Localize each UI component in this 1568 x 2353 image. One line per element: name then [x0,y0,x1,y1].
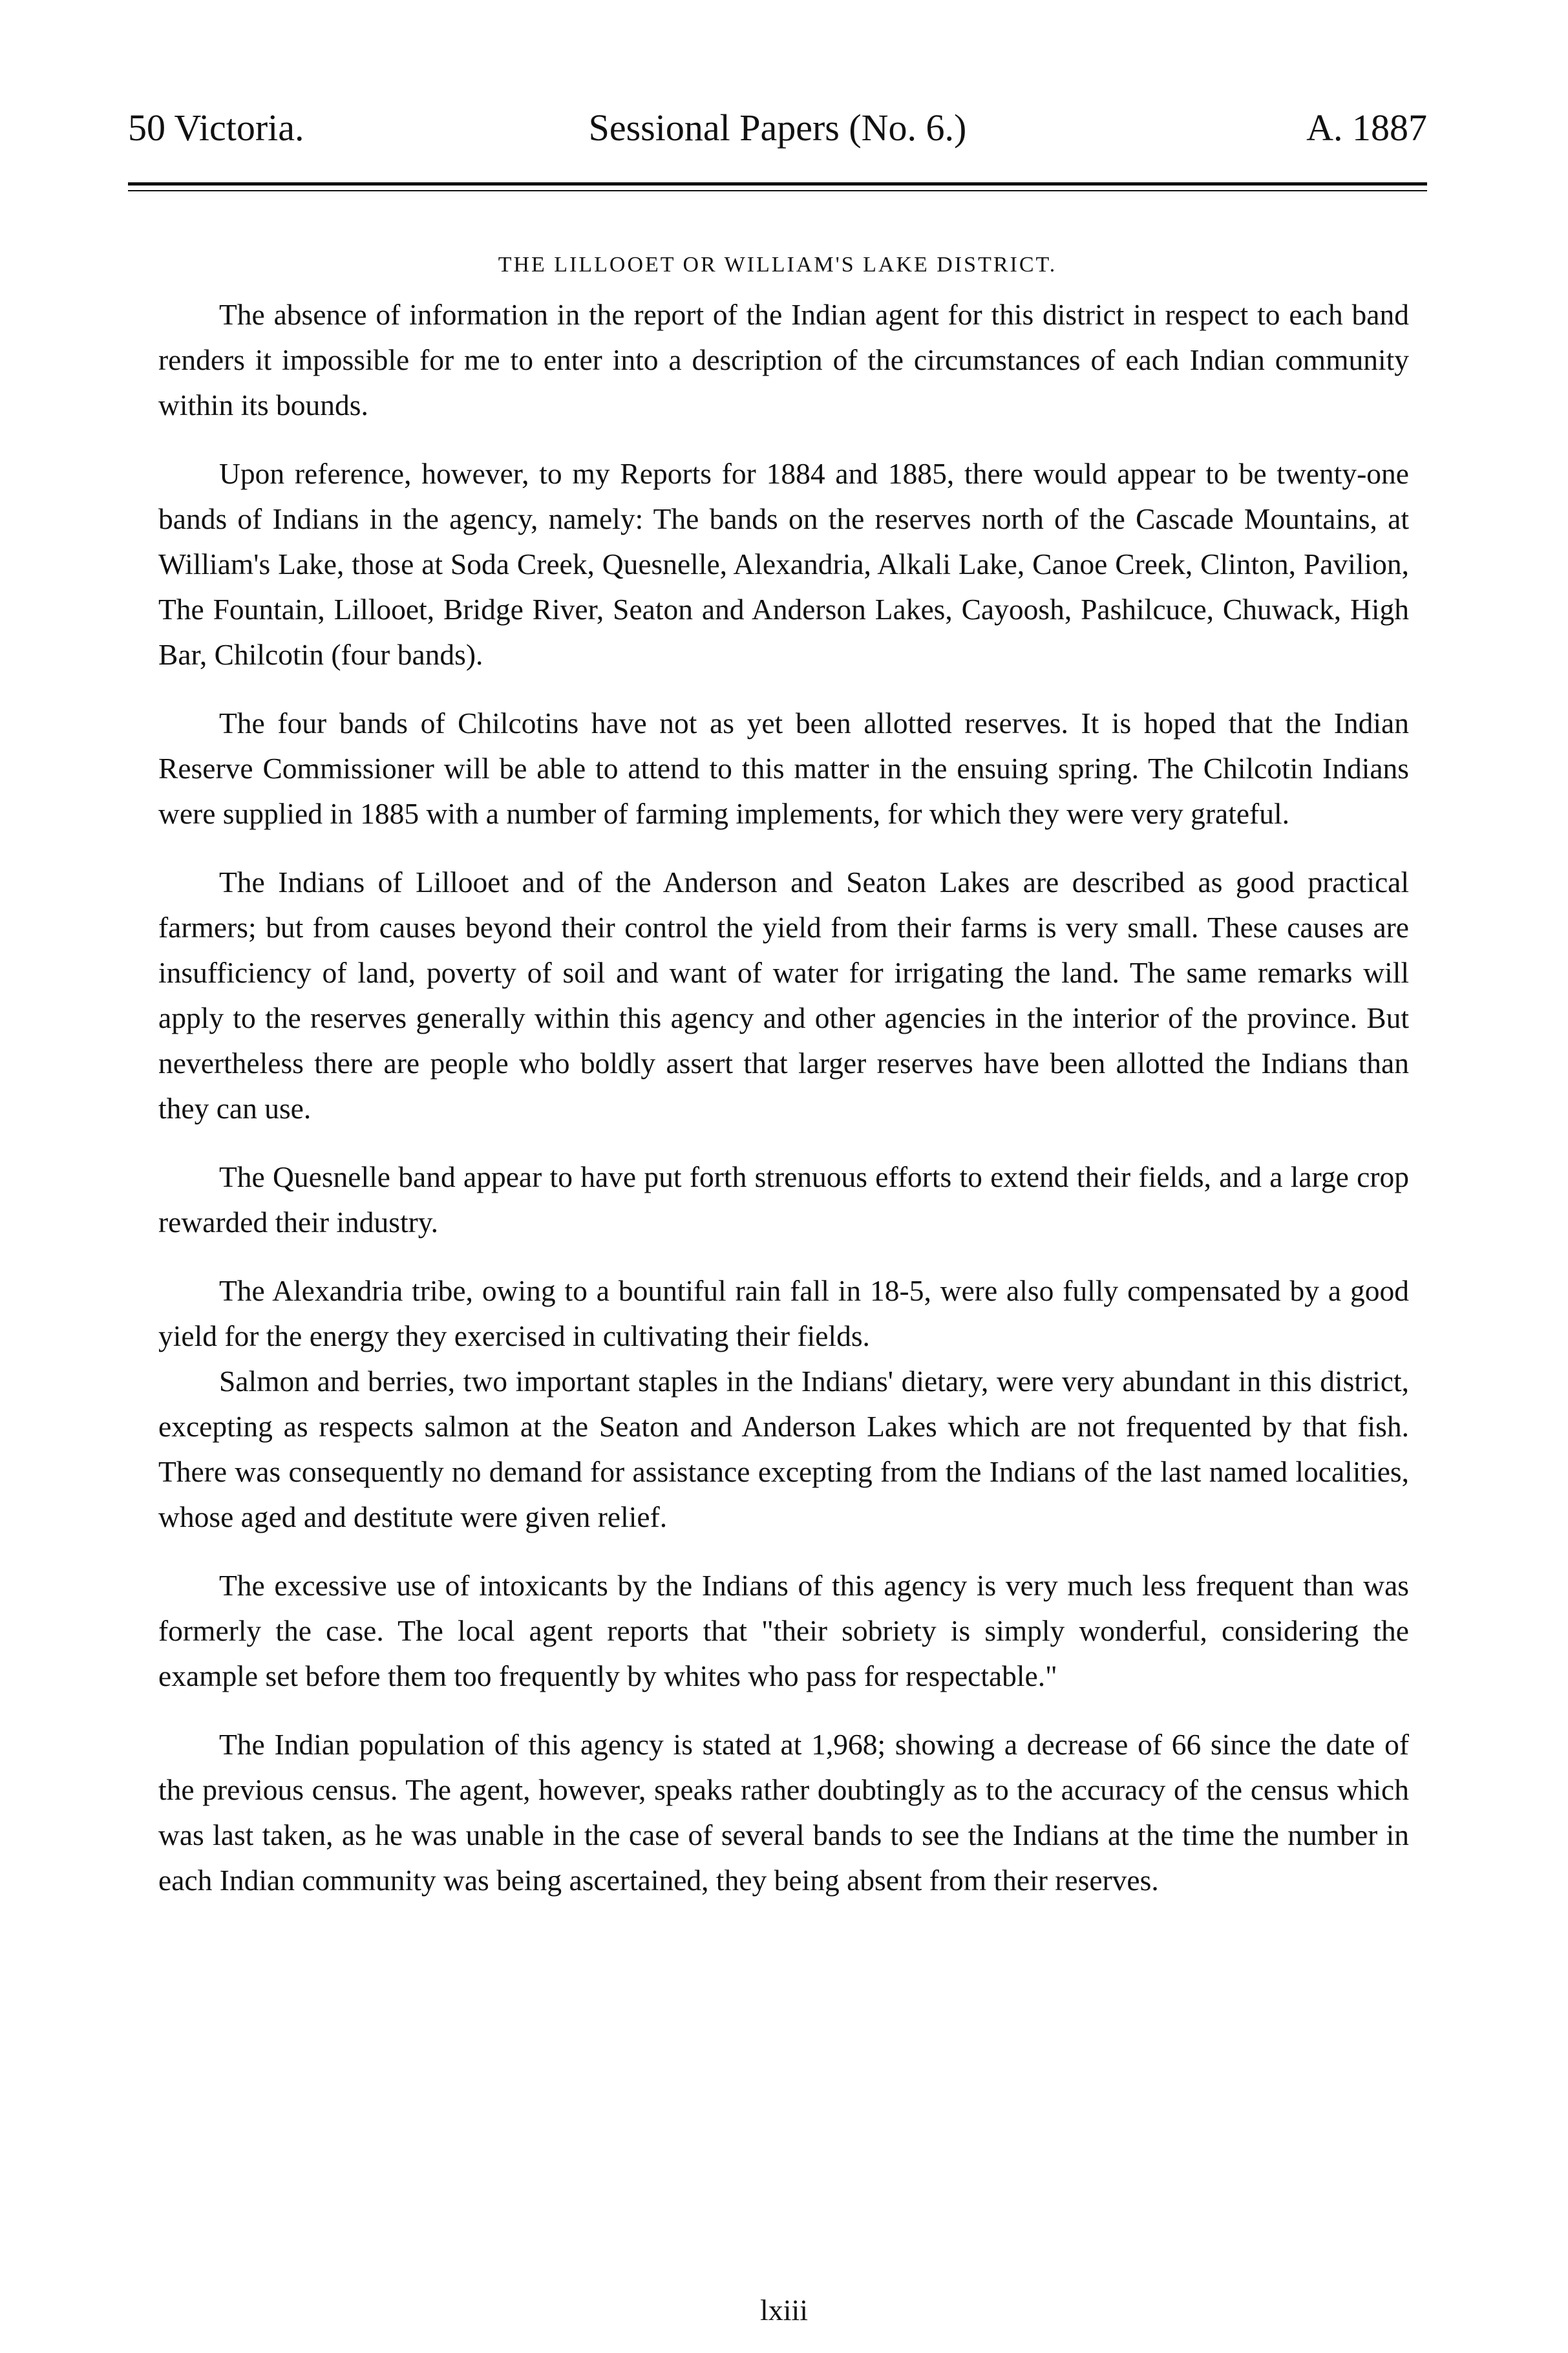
header-year: A. 1887 [1306,107,1427,149]
paragraph: The excessive use of intoxicants by the Indians of this agency is very much less frequent than was formerly the case. The local agent reports that "their sobriety is simply wonderful, considering the example set before them too frequently by whites who pass for respectable." [158,1569,1409,1692]
paragraph: The Quesnelle band appear to have put forth strenuous efforts to extend their fields, and a large crop rewarded their industry. [158,1160,1409,1239]
paragraph: Upon reference, however, to my Reports for 1884 and 1885, there would appear to be twenty-one bands of Indians in the agency, namely: The bands on the reserves north of the Cascade Mountains, at William's Lake, those at Soda Creek, Quesnelle, Alexandria, Alkali Lake, Canoe Creek, Clinton, Pavilion, The Fountain, Lillooet, Bridge River, Seaton and Anderson Lakes, Cayoosh, Pashilcuce, Chuwack, High Bar, Chilcotin (four bands). [158,457,1409,671]
paragraph: The absence of information in the report of the Indian agent for this district in respect to each band renders it impossible for me to enter into a description of the circumstances of each Indian community within its bounds. [158,298,1409,421]
header-volume: 50 Victoria. [128,107,304,149]
header-rule-thick [128,182,1427,186]
section-heading: THE LILLOOET OR WILLIAM'S LAKE DISTRICT. [498,253,1057,277]
paragraph: The Indian population of this agency is stated at 1,968; showing a decrease of 66 since the date of the previous census. The agent, however, speaks rather doubtingly as to the accuracy of the census which was last taken, as he was unable in the case of several bands to see the Indians at the time the number in each Indian community was being ascertained, they being absent from their reserves. [158,1728,1409,1897]
paragraph: The Indians of Lillooet and of the Anderson and Seaton Lakes are described as good practical farmers; but from causes beyond their control the yield from their farms is very small. These causes are insufficiency of land, poverty of soil and want of water for irrigating the land. The same remarks will apply to the reserves generally within this agency and other agencies in the interior of the province. But nevertheless there are people who boldly assert that larger reserves have been allotted the Indians than they can use. [158,866,1409,1125]
header-title: Sessional Papers (No. 6.) [588,107,967,149]
paragraph: Salmon and berries, two important staples in the Indians' dietary, were very abundant in this district, excepting as respects salmon at the Seaton and Anderson Lakes which are not frequented by that fish. There was consequently no demand for assistance excepting from the Indians of the last named localities, whose aged and destitute were given relief. [158,1365,1409,1533]
page-number: lxiii [759,2294,809,2326]
paragraph: The Alexandria tribe, owing to a bountiful rain fall in 18-5, were also fully compensated by a good yield for the energy they exercised in cultivating their fields. [158,1274,1409,1352]
header-rule-thin [128,190,1427,191]
paragraph: The four bands of Chilcotins have not as yet been allotted reserves. It is hoped that the Indian Reserve Commissioner will be able to attend to this matter in the ensuing spring. The Chilcotin Indians were supplied in 1885 with a number of farming implements, for which they were very grateful. [158,707,1409,830]
running-header [128,102,1427,154]
body-text [158,292,1409,1903]
